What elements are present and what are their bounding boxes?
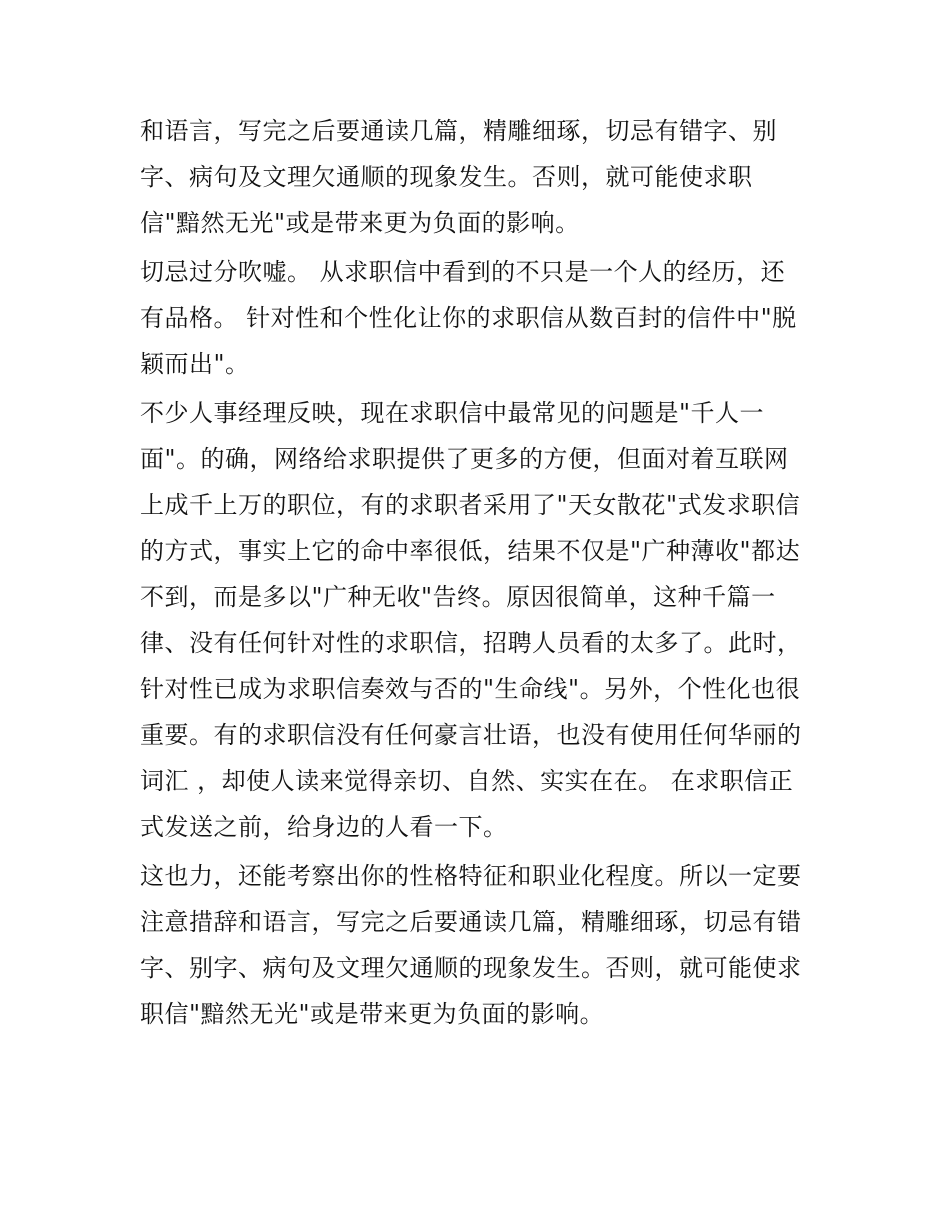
text-line: 词汇 ，却使人读来觉得亲切、自然、实实在在。 在求职信正	[140, 767, 794, 795]
text-line: 信"黯然无光"或是带来更为负面的影响。	[140, 209, 580, 237]
text-line: 不到，而是多以"广种无收"告终。原因很简单，这种千篇一	[140, 583, 776, 611]
text-line: 颖而出"。	[140, 350, 250, 378]
text-line: 职信"黯然无光"或是带来更为负面的影响。	[140, 1000, 605, 1028]
text-line: 律、没有任何针对性的求职信，招聘人员看的太多了。此时，	[140, 629, 802, 657]
text-line: 有品格。 针对性和个性化让你的求职信从数百封的信件中"脱	[140, 304, 797, 332]
text-line: 上成千上万的职位，有的求职者采用了"天女散花"式发求职信	[140, 491, 801, 519]
text-line: 面"。的确，网络给求职提供了更多的方便，但面对着互联网	[140, 445, 789, 473]
paragraph-3	[140, 390, 820, 850]
text-line: 和语言，写完之后要通读几篇，精雕细琢，切忌有错字、别	[140, 117, 777, 145]
text-line: 字、病句及文理欠通顺的现象发生。否则，就可能使求职	[140, 163, 753, 191]
paragraph-1	[140, 108, 820, 246]
text-line: 针对性已成为求职信奏效与否的"生命线"。另外，个性化也很	[140, 675, 801, 703]
text-line: 注意措辞和语言，写完之后要通读几篇，精雕细琢，切忌有错	[140, 908, 802, 936]
paragraph-4	[140, 853, 820, 1037]
document-body	[140, 108, 820, 1037]
text-line: 的方式，事实上它的命中率很低，结果不仅是"广种薄收"都达	[140, 537, 801, 565]
text-line: 切忌过分吹嘘。 从求职信中看到的不只是一个人的经历，还	[140, 258, 786, 286]
paragraph-2	[140, 249, 820, 387]
text-line: 式发送之前，给身边的人看一下。	[140, 813, 508, 841]
text-line: 这也力，还能考察出你的性格特征和职业化程度。所以一定要	[140, 862, 802, 890]
text-line: 不少人事经理反映，现在求职信中最常见的问题是"千人一	[140, 399, 765, 427]
text-line: 重要。有的求职信没有任何豪言壮语，也没有使用任何华丽的	[140, 721, 802, 749]
text-line: 字、别字、病句及文理欠通顺的现象发生。否则，就可能使求	[140, 954, 802, 982]
